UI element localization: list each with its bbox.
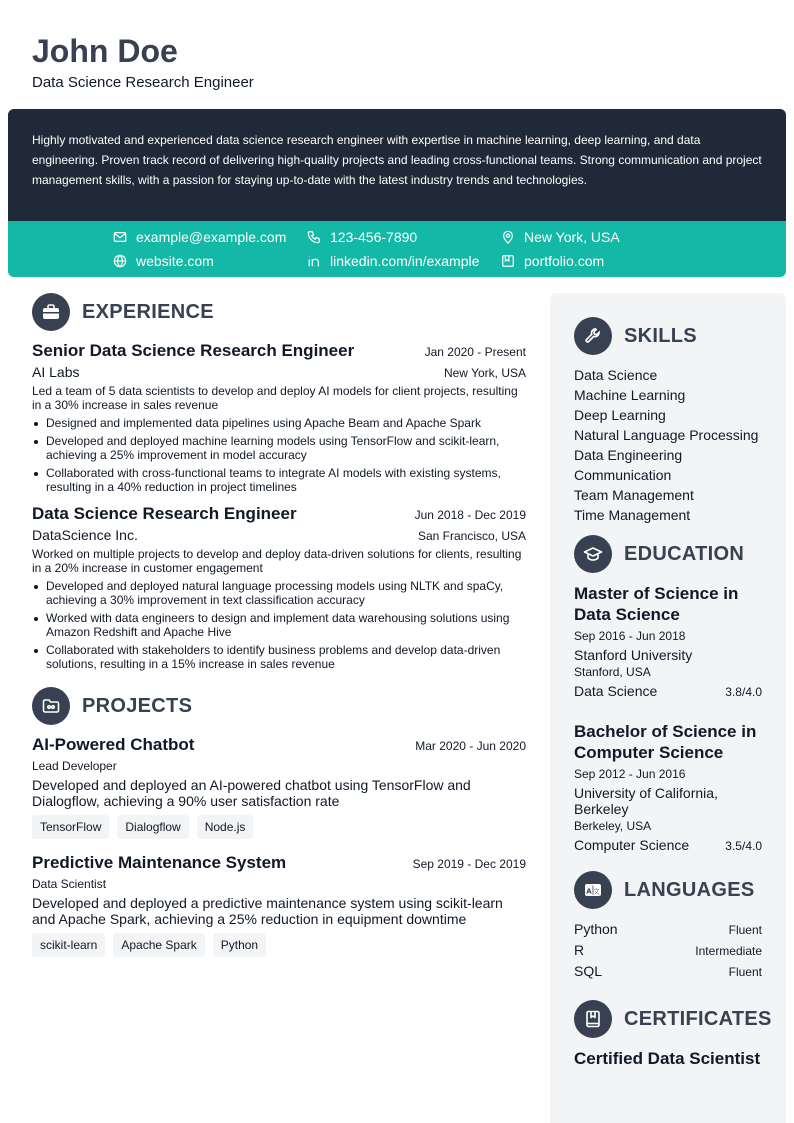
job-bullet: Collaborated with stakeholders to identify business problems and develop data-driven solutions, resulting in a 15% increase in sales revenue [32, 643, 526, 671]
education-title: EDUCATION [624, 542, 745, 565]
job-bullet: Developed and deployed natural language processing models using NLTK and spaCy, achieving a 30% improvement in text classification accuracy [32, 579, 526, 607]
job-company: AI Labs [32, 364, 80, 380]
school-location: Stanford, USA [574, 665, 651, 679]
project-tags [32, 815, 526, 839]
degree-name: Master of Science in Data Science [574, 584, 739, 624]
job-dates: Jan 2020 - Present [424, 345, 526, 359]
project-entry [32, 853, 526, 957]
skill-item: Data Science [574, 367, 658, 383]
main-column [32, 293, 526, 971]
job-title: Data Science Research Engineer [32, 504, 297, 523]
skill-item: Deep Learning [574, 407, 666, 423]
project-entry [32, 735, 526, 839]
svg-text:A: A [586, 887, 592, 896]
contact-portfolio[interactable] [501, 251, 695, 271]
skill-item: Natural Language Processing [574, 427, 759, 443]
language-level: Fluent [728, 965, 762, 979]
phone-text: 123-456-7890 [330, 229, 418, 245]
field-of-study: Computer Science [574, 837, 690, 853]
contact-email[interactable] [113, 227, 307, 247]
location-text: New York, USA [524, 229, 620, 245]
job-dates: Jun 2018 - Dec 2019 [414, 508, 526, 522]
portfolio-icon [501, 254, 515, 268]
job-bullets [32, 416, 526, 494]
project-role: Lead Developer [32, 759, 117, 773]
graduation-cap-icon [574, 535, 612, 573]
sidebar [550, 293, 786, 1123]
languages-header [574, 871, 762, 909]
contact-bar [8, 221, 786, 277]
project-description: Developed and deployed an AI-powered chatbot using TensorFlow and Dialogflow, achieving a 90% user satisfaction rate [32, 777, 471, 809]
job-location: San Francisco, USA [417, 529, 526, 543]
job-description: Led a team of 5 data scientists to develop and deploy AI models for client projects, resulting in a 30% increase in sales revenue [32, 384, 518, 412]
field-of-study: Data Science [574, 683, 658, 699]
candidate-name: John Doe [32, 33, 178, 69]
email-text: example@example.com [136, 229, 287, 245]
skill-item: Time Management [574, 507, 691, 523]
projects-header [32, 687, 526, 725]
language-name: SQL [574, 963, 603, 979]
language-level: Intermediate [695, 944, 762, 958]
skills-title: SKILLS [624, 324, 697, 347]
contact-phone[interactable] [307, 227, 501, 247]
mail-icon [113, 230, 127, 244]
projects-title: PROJECTS [82, 694, 193, 717]
skill-item: Machine Learning [574, 387, 686, 403]
language-row [574, 940, 762, 961]
linkedin-text: linkedin.com/in/example [330, 253, 480, 269]
languages-list [574, 919, 762, 982]
education-dates: Sep 2016 - Jun 2018 [574, 629, 686, 643]
project-role: Data Scientist [32, 877, 107, 891]
svg-text:文: 文 [593, 887, 600, 896]
job-description: Worked on multiple projects to develop and deploy data-driven solutions for clients, resulting in a 20% increase in customer engagement [32, 547, 522, 575]
bookmark-book-icon [574, 1000, 612, 1038]
job-bullet: Designed and implemented data pipelines using Apache Beam and Apache Spark [32, 416, 526, 430]
language-level: Fluent [728, 923, 762, 937]
summary-banner [8, 109, 786, 277]
job-bullets [32, 579, 526, 671]
briefcase-icon [32, 293, 70, 331]
tech-tag: Python [213, 933, 266, 957]
tech-tag: Node.js [197, 815, 254, 839]
job-title: Senior Data Science Research Engineer [32, 341, 355, 360]
candidate-role: Data Science Research Engineer [32, 74, 254, 91]
project-dates: Sep 2019 - Dec 2019 [412, 857, 526, 871]
skill-item: Data Engineering [574, 447, 683, 463]
education-entry [574, 583, 762, 699]
globe-icon [113, 254, 127, 268]
job-entry [32, 341, 526, 494]
school-location: Berkeley, USA [574, 819, 652, 833]
experience-header [32, 293, 526, 331]
job-location: New York, USA [443, 366, 526, 380]
skill-item: Team Management [574, 487, 694, 503]
tech-tag: scikit-learn [32, 933, 105, 957]
job-company: DataScience Inc. [32, 527, 138, 543]
contact-linkedin[interactable] [307, 251, 501, 271]
tech-tag: Dialogflow [117, 815, 188, 839]
degree-name: Bachelor of Science in Computer Science [574, 722, 757, 762]
wrench-icon [574, 317, 612, 355]
summary-text: Highly motivated and experienced data science research engineer with expertise in machine learning, deep learning, and data engineering. Proven track record of delivering high-quality projects and leading cross-functional teams. Strong communication and project management skills, with a passion for staying up-to-date with the latest industry trends and technologies. [8, 109, 786, 221]
contact-location [501, 227, 695, 247]
phone-icon [307, 230, 321, 244]
school-name: Stanford University [574, 647, 693, 663]
website-text: website.com [136, 253, 214, 269]
certificates-title: CERTIFICATES [624, 1007, 772, 1030]
skills-header [574, 317, 762, 355]
map-pin-icon [501, 230, 515, 244]
skills-list [574, 365, 762, 525]
skill-item: Communication [574, 467, 672, 483]
language-name: Python [574, 921, 618, 937]
language-name: R [574, 942, 585, 958]
certificate-item: Certified Data Scientist [574, 1049, 761, 1068]
resume-header [32, 32, 254, 91]
project-tags [32, 933, 526, 957]
education-entry [574, 721, 762, 853]
linkedin-icon [307, 254, 321, 268]
experience-title: EXPERIENCE [82, 300, 214, 323]
language-row [574, 961, 762, 982]
gpa: 3.5/4.0 [725, 839, 762, 853]
project-dates: Mar 2020 - Jun 2020 [415, 739, 526, 753]
tech-tag: TensorFlow [32, 815, 109, 839]
project-description: Developed and deployed a predictive maintenance system using scikit-learn and Apache Spark, achieving a 25% reduction in equipment downtime [32, 895, 503, 927]
translate-icon [574, 871, 612, 909]
education-header [574, 535, 762, 573]
job-bullet: Worked with data engineers to design and implement data warehousing solutions using Amazon Redshift and Apache Hive [32, 611, 526, 639]
education-dates: Sep 2012 - Jun 2016 [574, 767, 686, 781]
gpa: 3.8/4.0 [725, 685, 762, 699]
job-bullet: Developed and deployed machine learning models using TensorFlow and scikit-learn, achieving a 25% improvement in model accuracy [32, 434, 526, 462]
job-bullet: Collaborated with cross-functional teams to integrate AI models with existing systems, resulting in a 40% reduction in project timelines [32, 466, 526, 494]
portfolio-text: portfolio.com [524, 253, 605, 269]
project-name: Predictive Maintenance System [32, 853, 287, 872]
folder-icon [32, 687, 70, 725]
tech-tag: Apache Spark [113, 933, 204, 957]
language-row [574, 919, 762, 940]
school-name: University of California, Berkeley [574, 785, 718, 817]
languages-title: LANGUAGES [624, 878, 755, 901]
job-entry [32, 504, 526, 671]
project-name: AI-Powered Chatbot [32, 735, 195, 754]
certificates-header [574, 1000, 772, 1038]
contact-website[interactable] [113, 251, 307, 271]
